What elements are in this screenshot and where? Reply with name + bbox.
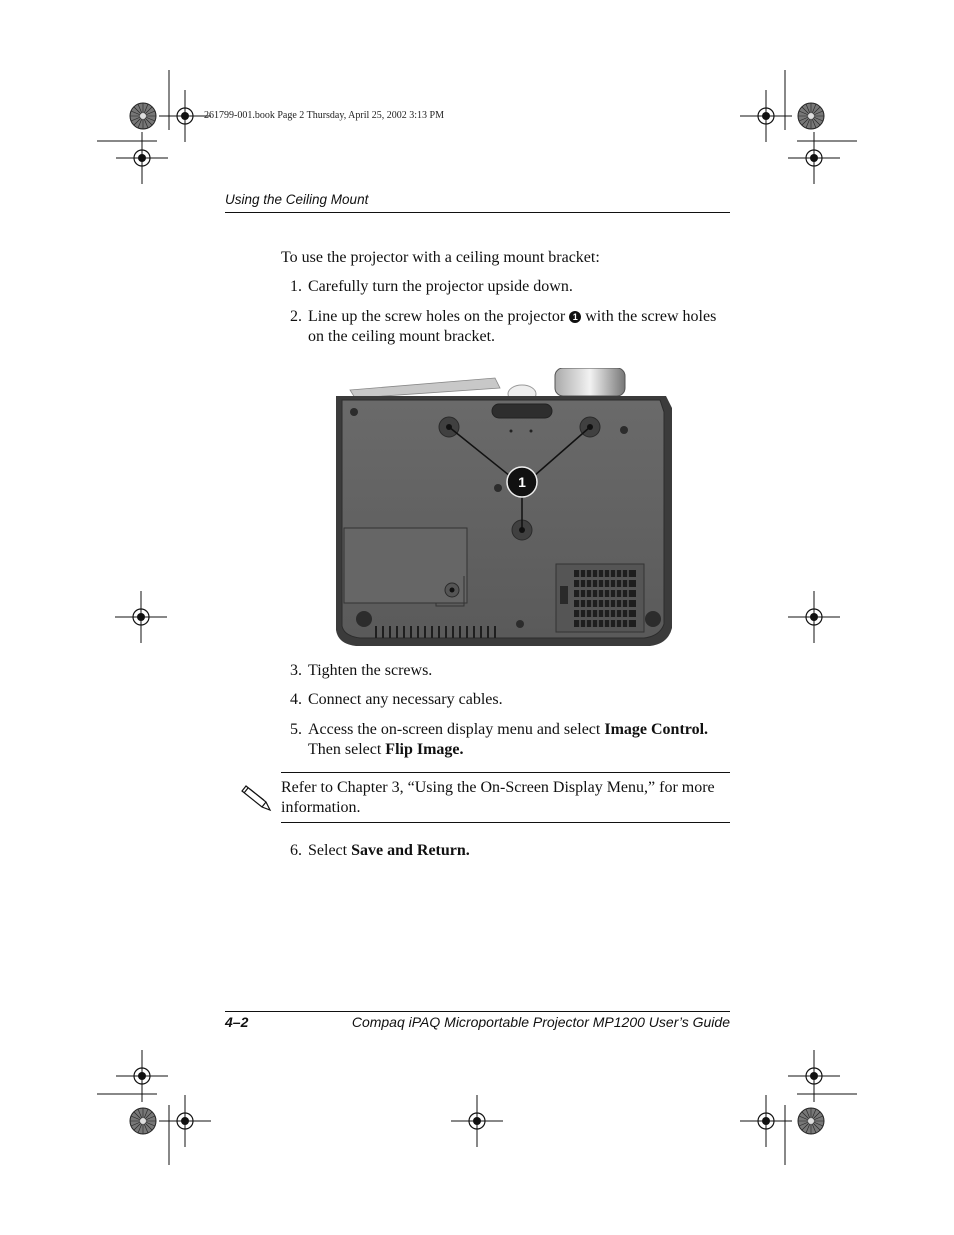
note-bottom-rule — [281, 822, 730, 823]
step-number: 2. — [290, 308, 302, 325]
page-number: 4–2 — [225, 1014, 249, 1030]
step-number: 6. — [290, 842, 302, 859]
projector-bottom-figure — [330, 368, 676, 650]
step-text-part: Then select — [308, 741, 382, 758]
step-number: 1. — [290, 278, 302, 295]
pencil-note-icon — [240, 780, 274, 814]
step-text: Tighten the screws. — [308, 662, 433, 679]
step-text-part: Select — [308, 842, 348, 859]
step-number: 4. — [290, 691, 302, 708]
header-rule — [225, 212, 730, 213]
callout-marker: 1 — [569, 311, 581, 323]
step-text — [308, 841, 728, 861]
running-head: Using the Ceiling Mount — [225, 192, 369, 207]
intro-paragraph: To use the projector with a ceiling mount bracket: — [281, 249, 600, 266]
step-number: 5. — [290, 721, 302, 738]
step-text-part: Line up the screw holes on the projector — [308, 308, 566, 325]
step-text — [308, 307, 728, 347]
book-slug: 261799-001.book Page 2 Thursday, April 25, 2002 3:13 PM — [204, 110, 444, 121]
step-text: Carefully turn the projector upside down. — [308, 278, 573, 295]
menu-term: Save and Return. — [351, 842, 470, 859]
footer-title: Compaq iPAQ Microportable Projector MP1200 User’s Guide — [351, 1014, 730, 1030]
menu-term: Image Control. — [604, 721, 709, 738]
step-text-part: Access the on-screen display menu and select — [308, 721, 601, 738]
note-top-rule — [281, 772, 730, 773]
step-text: Connect any necessary cables. — [308, 691, 503, 708]
step-text — [308, 720, 728, 760]
note-text: Refer to Chapter 3, “Using the On-Screen Display Menu,” for more information. — [281, 779, 715, 816]
step-text-part: with the screw holes on the ceiling mount bracket. — [308, 308, 717, 345]
menu-term: Flip Image. — [385, 741, 464, 758]
step-number: 3. — [290, 662, 302, 679]
footer-rule — [225, 1011, 730, 1012]
figure-callout-label: 1 — [518, 474, 526, 490]
